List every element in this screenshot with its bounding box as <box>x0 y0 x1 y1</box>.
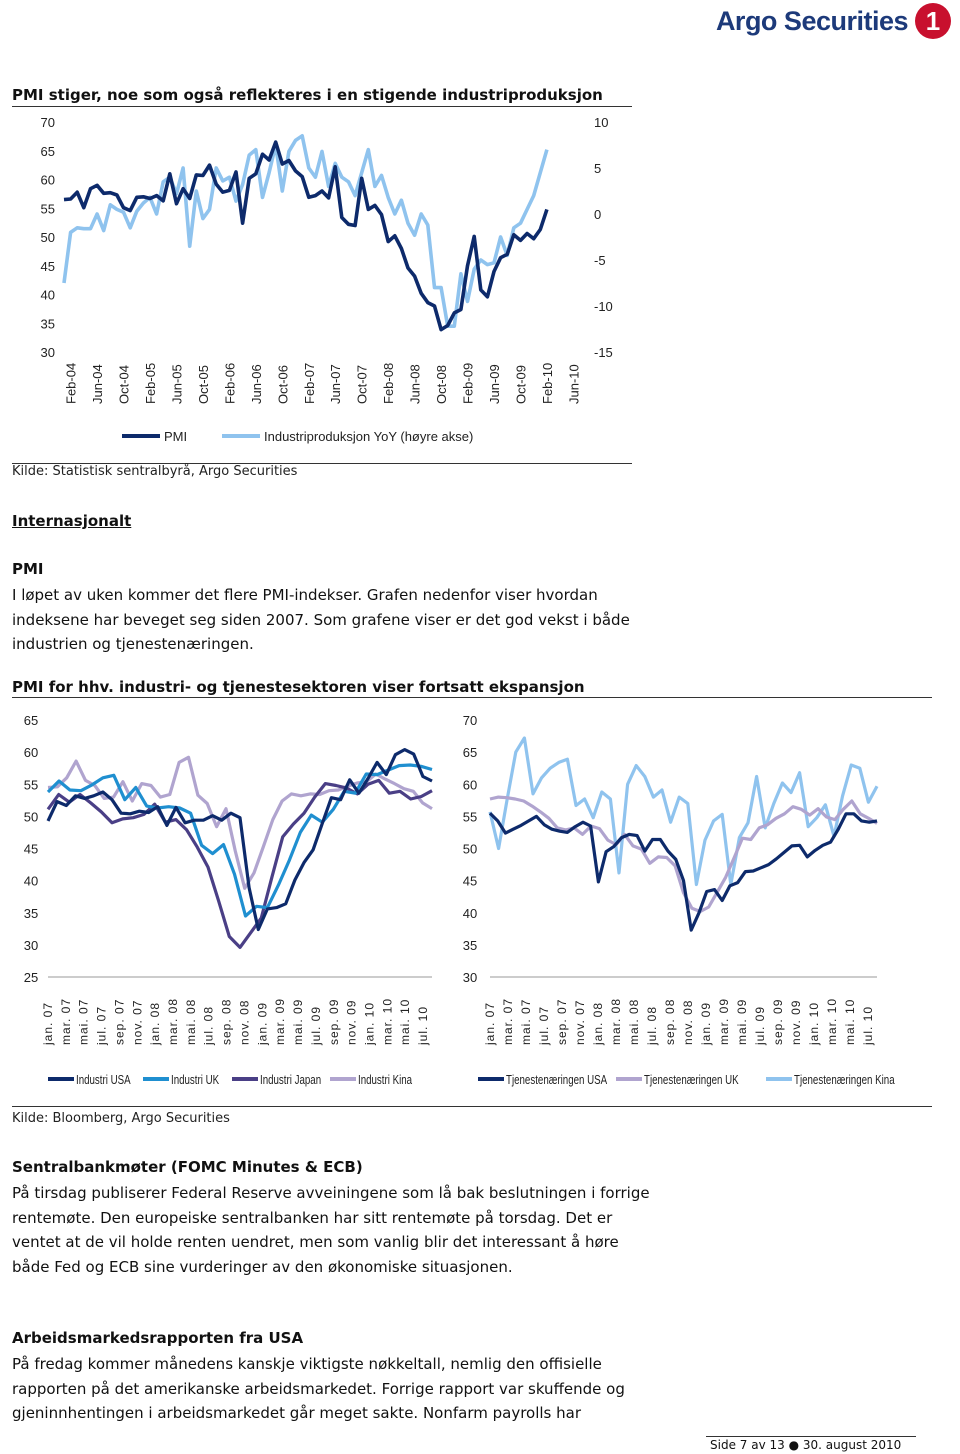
x-tick-label: mai. 08 <box>627 998 641 1045</box>
x-tick-label: Oct-05 <box>195 364 211 404</box>
x-tick-label: jul. 10 <box>861 1005 875 1045</box>
y-right-tick-label: -5 <box>594 253 606 268</box>
international-heading: Internasjonalt <box>12 512 132 530</box>
y-tick-label: 40 <box>23 873 39 889</box>
legend-label-tjenesten-ringen-kina: Tjenestenæringen Kina <box>794 1073 895 1088</box>
x-tick-label: mar. 10 <box>380 997 395 1045</box>
x-tick-label: mai. 10 <box>843 998 857 1045</box>
y-tick-label: 30 <box>23 937 39 953</box>
y-tick-label: 30 <box>462 970 478 985</box>
x-tick-label: nov. 08 <box>681 999 695 1045</box>
x-tick-label: jan. 10 <box>807 1001 821 1045</box>
series-line-industri-uk <box>48 765 432 916</box>
x-tick-label: jan. 10 <box>362 1001 377 1045</box>
y-tick-label: 40 <box>462 905 478 921</box>
x-tick-label: sep. 08 <box>663 998 677 1045</box>
chart2-title-rule <box>12 697 932 698</box>
pmi-subheading: PMI <box>12 560 44 578</box>
y-tick-label: 60 <box>462 777 478 793</box>
x-tick-label: Oct-06 <box>275 364 291 404</box>
x-tick-label: nov. 08 <box>237 999 252 1045</box>
x-tick-label: jan. 07 <box>483 1001 497 1045</box>
chart2-source: Kilde: Bloomberg, Argo Securities <box>12 1111 230 1126</box>
y-left-tick-label: 40 <box>40 287 55 303</box>
brand-name: Argo Securities <box>715 6 908 36</box>
y-left-tick-label: 55 <box>40 201 55 217</box>
x-tick-label: Feb-05 <box>143 362 158 404</box>
legend-label-industri-uk: Industri UK <box>171 1073 220 1088</box>
x-tick-label: mai. 07 <box>519 998 533 1045</box>
chart1-source: Kilde: Statistisk sentralbyrå, Argo Securities <box>12 464 298 479</box>
x-tick-label: Jun-07 <box>328 364 344 404</box>
x-tick-label: jan. 09 <box>255 1001 270 1045</box>
footer-bullet-icon: ● <box>788 1438 803 1452</box>
x-tick-label: Jun-08 <box>407 364 423 404</box>
legend-label-industri-japan: Industri Japan <box>259 1073 322 1088</box>
x-tick-label: mai. 09 <box>291 998 306 1045</box>
x-tick-label: Jun-06 <box>248 364 264 404</box>
y-right-tick-label: -15 <box>594 345 613 360</box>
x-tick-label: jul. 10 <box>416 1005 431 1045</box>
series-line-tjenesten-ringen-usa <box>490 813 877 930</box>
y-tick-label: 70 <box>462 713 478 728</box>
x-tick-label: mar. 07 <box>501 997 515 1045</box>
x-tick-label: mar. 10 <box>825 997 839 1045</box>
x-tick-label: mai. 09 <box>735 998 749 1045</box>
x-tick-label: mai. 10 <box>398 998 413 1045</box>
y-left-tick-label: 50 <box>40 230 55 245</box>
y-tick-label: 65 <box>462 745 478 761</box>
pmi-industrial-production-chart <box>0 108 650 460</box>
x-tick-label: jul. 09 <box>753 1005 767 1045</box>
x-tick-label: nov. 07 <box>573 999 587 1045</box>
x-tick-label: jul. 07 <box>537 1005 551 1045</box>
chart2-source-rule <box>12 1106 932 1107</box>
fomc-heading: Sentralbankmøter (FOMC Minutes & ECB) <box>12 1158 363 1176</box>
y-right-tick-label: -10 <box>594 299 613 314</box>
jobs-paragraph: På fredag kommer månedens kanskje viktigste nøkkeltall, nemlig den offisielle rapporten på det amerikanske arbeidsmarkedet. Forrige rapport var skuffende og gjeninnhentingen i arbeidsmarkedet går meget sakte. Nonfarm payrolls har <box>12 1355 625 1422</box>
x-tick-label: jul. 08 <box>645 1005 659 1045</box>
services-pmi-chart <box>455 700 955 1100</box>
x-tick-label: nov. 07 <box>130 999 145 1045</box>
pmi-paragraph: I løpet av uken kommer det flere PMI-indekser. Grafen nedenfor viser hvordan indeksene har beveget seg siden 2007. Som grafene viser er det god vekst i både industrien og tjenestenæringen. <box>12 586 630 653</box>
legend-label-tjenesten-ringen-uk: Tjenestenæringen UK <box>644 1073 739 1088</box>
y-right-tick-label: 10 <box>594 115 609 130</box>
x-tick-label: sep. 07 <box>112 998 127 1045</box>
x-tick-label: jan. 07 <box>41 1001 55 1045</box>
x-tick-label: jan. 09 <box>699 1001 713 1045</box>
y-tick-label: 60 <box>23 745 39 761</box>
x-tick-label: nov. 09 <box>789 999 803 1045</box>
brand-logo <box>702 0 952 44</box>
x-tick-label: Jun-04 <box>90 364 106 404</box>
industry-pmi-chart <box>0 700 460 1100</box>
y-tick-label: 50 <box>23 809 39 825</box>
y-right-tick-label: 5 <box>594 161 602 176</box>
y-tick-label: 35 <box>23 905 39 921</box>
x-tick-label: mar. 08 <box>166 997 181 1045</box>
x-tick-label: Oct-04 <box>116 364 132 404</box>
x-tick-label: mar. 09 <box>717 997 731 1045</box>
footer-rule <box>706 1436 916 1437</box>
x-tick-label: mai. 08 <box>183 998 198 1045</box>
x-tick-label: Oct-08 <box>434 364 450 404</box>
x-tick-label: Jun-10 <box>566 364 582 404</box>
x-tick-label: Jun-09 <box>487 364 502 404</box>
x-tick-label: jan. 08 <box>591 1001 605 1045</box>
x-tick-label: Jun-05 <box>169 364 185 404</box>
x-tick-label: Feb-06 <box>222 362 238 404</box>
y-left-tick-label: 60 <box>40 172 55 188</box>
y-tick-label: 50 <box>462 841 478 857</box>
chart1-title: PMI stiger, noe som også reflekteres i en stigende industriproduksjon <box>12 86 603 104</box>
x-tick-label: mar. 09 <box>273 997 288 1045</box>
y-tick-label: 45 <box>23 841 39 857</box>
x-tick-label: jan. 08 <box>148 1001 163 1045</box>
x-tick-label: mar. 07 <box>58 997 73 1045</box>
legend-label-tjenesten-ringen-usa: Tjenestenæringen USA <box>506 1073 608 1088</box>
chart2-title: PMI for hhv. industri- og tjenestesektoren viser fortsatt ekspansjon <box>12 678 585 696</box>
x-tick-label: jul. 07 <box>94 1005 109 1045</box>
chart1-title-rule <box>12 106 632 107</box>
x-tick-label: jul. 09 <box>308 1005 323 1045</box>
x-tick-label: Oct-09 <box>513 364 529 404</box>
y-tick-label: 25 <box>23 970 39 985</box>
footer-date: 30. august 2010 <box>802 1438 902 1452</box>
footer-page: Side 7 av 13 <box>710 1438 785 1452</box>
y-right-tick-label: 0 <box>594 207 602 222</box>
x-tick-label: sep. 07 <box>555 998 569 1045</box>
x-tick-label: Feb-07 <box>301 362 317 404</box>
x-tick-label: jul. 08 <box>201 1005 216 1045</box>
y-tick-label: 55 <box>23 777 39 793</box>
x-tick-label: Feb-04 <box>63 362 79 404</box>
legend-label-industriproduksjon-yoy-h-yre-akse: Industriproduksjon YoY (høyre akse) <box>264 429 474 444</box>
y-left-tick-label: 70 <box>40 115 55 130</box>
fomc-paragraph: På tirsdag publiserer Federal Reserve avveiningene som lå bak beslutningen i forrige rentemøte. Den europeiske sentralbanken har sitt rentemøte på torsdag. Det er ventet at de vil holde renten uendret, men som vanlig blir det interessant å høre både Fed og ECB sine vurderinger av den økonomiske situasjonen. <box>12 1184 650 1276</box>
series-line-pmi <box>64 142 547 330</box>
x-tick-label: sep. 09 <box>771 998 785 1045</box>
y-left-tick-label: 45 <box>40 258 55 274</box>
legend-label-pmi: PMI <box>164 429 188 444</box>
x-tick-label: mai. 07 <box>76 998 91 1045</box>
svg-text:1: 1 <box>925 6 941 36</box>
brand-mark-icon <box>914 2 952 40</box>
x-tick-label: Feb-10 <box>539 362 555 404</box>
jobs-heading: Arbeidsmarkedsrapporten fra USA <box>12 1329 304 1347</box>
y-tick-label: 65 <box>23 713 39 728</box>
x-tick-label: Feb-08 <box>381 362 397 404</box>
x-tick-label: nov. 09 <box>344 999 359 1045</box>
x-tick-label: sep. 09 <box>326 998 341 1045</box>
y-left-tick-label: 30 <box>40 345 55 360</box>
y-tick-label: 55 <box>462 809 478 825</box>
y-left-tick-label: 35 <box>40 316 55 332</box>
y-tick-label: 45 <box>462 873 478 889</box>
series-line-industriproduksjon-yoy-h-yre-akse <box>64 136 547 326</box>
y-left-tick-label: 65 <box>40 143 55 159</box>
y-tick-label: 35 <box>462 937 478 953</box>
x-tick-label: Feb-09 <box>460 362 476 404</box>
footer <box>710 1438 901 1452</box>
x-tick-label: mar. 08 <box>609 997 623 1045</box>
x-tick-label: sep. 08 <box>219 998 234 1045</box>
legend-label-industri-usa: Industri USA <box>76 1073 131 1088</box>
legend-label-industri-kina: Industri Kina <box>358 1073 413 1088</box>
x-tick-label: Oct-07 <box>354 364 370 404</box>
